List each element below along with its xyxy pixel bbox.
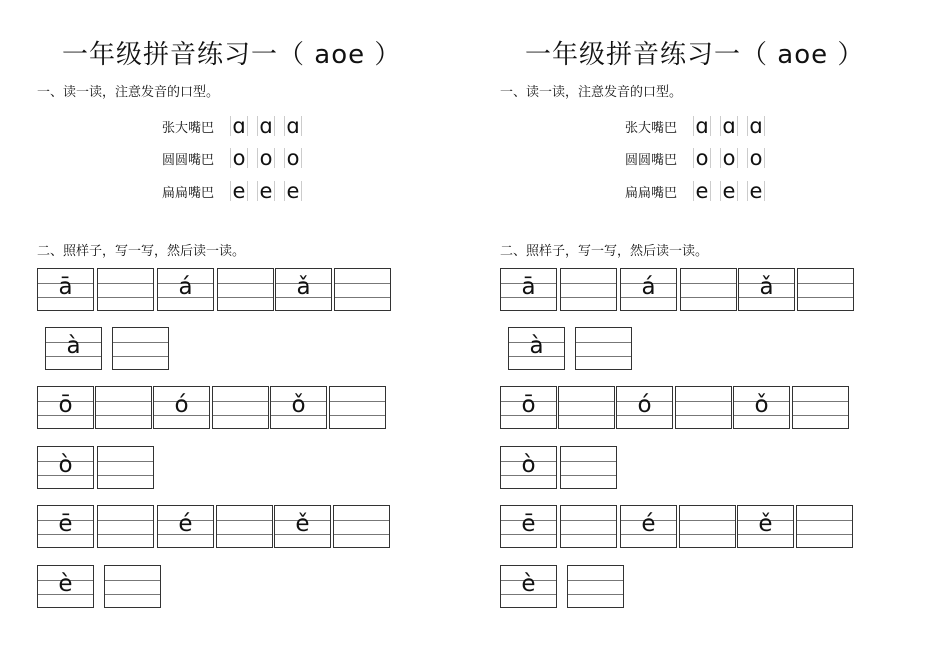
tone-syllable: é: [178, 511, 193, 537]
writing-cell-example: [508, 327, 565, 370]
writing-cell-example: [37, 565, 94, 608]
writing-cell-example: [500, 386, 557, 429]
mouth-row: [625, 178, 774, 204]
vowel-letter: e: [693, 181, 711, 201]
writing-cell-example: [500, 446, 557, 489]
writing-cell-blank[interactable]: [675, 386, 732, 429]
section-2-heading: 二、照样子，写一写，然后读一读。: [500, 244, 709, 259]
mouth-row: [162, 178, 311, 204]
tone-syllable: ǎ: [296, 274, 311, 300]
writing-cell-example: [157, 505, 214, 548]
writing-cell-example: [37, 505, 94, 548]
writing-cell-example: [270, 386, 327, 429]
vowel-letter: ɑ: [257, 116, 275, 136]
vowel-letter: e: [230, 181, 248, 201]
writing-cell-example: [37, 268, 94, 311]
vowel-letter: e: [284, 181, 302, 201]
writing-cell-blank[interactable]: [334, 268, 391, 311]
writing-cell-example: [274, 505, 331, 548]
writing-cell-example: [37, 386, 94, 429]
writing-cell-blank[interactable]: [560, 505, 617, 548]
tone-syllable: ě: [295, 511, 310, 537]
section-1-heading: 一、读一读，注意发音的口型。: [37, 85, 220, 100]
writing-cell-blank[interactable]: [97, 505, 154, 548]
writing-cell-blank[interactable]: [797, 268, 854, 311]
worksheet-right: [463, 0, 938, 672]
vowel-letter: ɑ: [720, 116, 738, 136]
writing-cell-blank[interactable]: [212, 386, 269, 429]
tone-syllable: ó: [174, 392, 189, 418]
vowel-letter: ɑ: [230, 116, 248, 136]
tone-syllable: è: [58, 571, 73, 597]
writing-cell-blank[interactable]: [217, 268, 274, 311]
writing-cell-blank[interactable]: [104, 565, 161, 608]
tone-syllable: ò: [58, 452, 73, 478]
writing-cell-example: [733, 386, 790, 429]
vowel-letter: o: [747, 148, 765, 168]
tone-syllable: è: [521, 571, 536, 597]
mouth-label: 圆圆嘴巴: [162, 152, 215, 168]
writing-cell-example: [37, 446, 94, 489]
writing-cell-blank[interactable]: [333, 505, 390, 548]
writing-cell-blank[interactable]: [796, 505, 853, 548]
tone-syllable: ā: [58, 274, 73, 300]
vowel-letter: o: [284, 148, 302, 168]
writing-cell-blank[interactable]: [329, 386, 386, 429]
mouth-label: 张大嘴巴: [625, 120, 678, 136]
writing-cell-blank[interactable]: [567, 565, 624, 608]
vowel-letter: ɑ: [747, 116, 765, 136]
vowel-letter: o: [230, 148, 248, 168]
writing-cell-example: [153, 386, 210, 429]
section-2-heading: 二、照样子，写一写，然后读一读。: [37, 244, 246, 259]
tone-syllable: ō: [521, 392, 536, 418]
tone-syllable: ǒ: [291, 392, 306, 418]
mouth-row: [162, 113, 311, 139]
tone-syllable: ǎ: [759, 274, 774, 300]
writing-cell-blank[interactable]: [679, 505, 736, 548]
tone-syllable: ǒ: [754, 392, 769, 418]
writing-cell-blank[interactable]: [558, 386, 615, 429]
writing-cell-blank[interactable]: [680, 268, 737, 311]
tone-syllable: ò: [521, 452, 536, 478]
vowel-letter: o: [720, 148, 738, 168]
writing-cell-blank[interactable]: [560, 446, 617, 489]
tone-syllable: é: [641, 511, 656, 537]
writing-cell-blank[interactable]: [97, 446, 154, 489]
writing-cell-example: [620, 505, 677, 548]
page-title: 一年级拼音练习一（ aoe ）: [62, 40, 402, 70]
vowel-letter: o: [257, 148, 275, 168]
tone-syllable: ē: [521, 511, 536, 537]
writing-cell-example: [500, 268, 557, 311]
writing-cell-blank[interactable]: [216, 505, 273, 548]
writing-cell-blank[interactable]: [112, 327, 169, 370]
section-1-heading: 一、读一读，注意发音的口型。: [500, 85, 683, 100]
writing-cell-blank[interactable]: [560, 268, 617, 311]
mouth-label: 张大嘴巴: [162, 120, 215, 136]
tone-syllable: á: [178, 274, 193, 300]
vowel-letter: ɑ: [284, 116, 302, 136]
writing-cell-example: [616, 386, 673, 429]
tone-syllable: ē: [58, 511, 73, 537]
writing-cell-example: [157, 268, 214, 311]
writing-cell-example: [500, 565, 557, 608]
tone-syllable: ō: [58, 392, 73, 418]
writing-cell-example: [275, 268, 332, 311]
mouth-label: 扁扁嘴巴: [162, 185, 215, 201]
vowel-letter: o: [693, 148, 711, 168]
mouth-row: [162, 145, 311, 171]
tone-syllable: ā: [521, 274, 536, 300]
vowel-letter: e: [747, 181, 765, 201]
mouth-row: [625, 145, 774, 171]
tone-syllable: ó: [637, 392, 652, 418]
writing-cell-blank[interactable]: [95, 386, 152, 429]
writing-cell-example: [500, 505, 557, 548]
page-title: 一年级拼音练习一（ aoe ）: [525, 40, 865, 70]
vowel-letter: e: [720, 181, 738, 201]
writing-cell-blank[interactable]: [792, 386, 849, 429]
writing-cell-blank[interactable]: [575, 327, 632, 370]
writing-cell-example: [737, 505, 794, 548]
vowel-letter: e: [257, 181, 275, 201]
tone-syllable: ě: [758, 511, 773, 537]
writing-cell-example: [45, 327, 102, 370]
mouth-label: 扁扁嘴巴: [625, 185, 678, 201]
vowel-letter: ɑ: [693, 116, 711, 136]
tone-syllable: à: [529, 333, 544, 359]
writing-cell-example: [620, 268, 677, 311]
writing-cell-example: [738, 268, 795, 311]
mouth-label: 圆圆嘴巴: [625, 152, 678, 168]
tone-syllable: á: [641, 274, 656, 300]
tone-syllable: à: [66, 333, 81, 359]
mouth-row: [625, 113, 774, 139]
writing-cell-blank[interactable]: [97, 268, 154, 311]
